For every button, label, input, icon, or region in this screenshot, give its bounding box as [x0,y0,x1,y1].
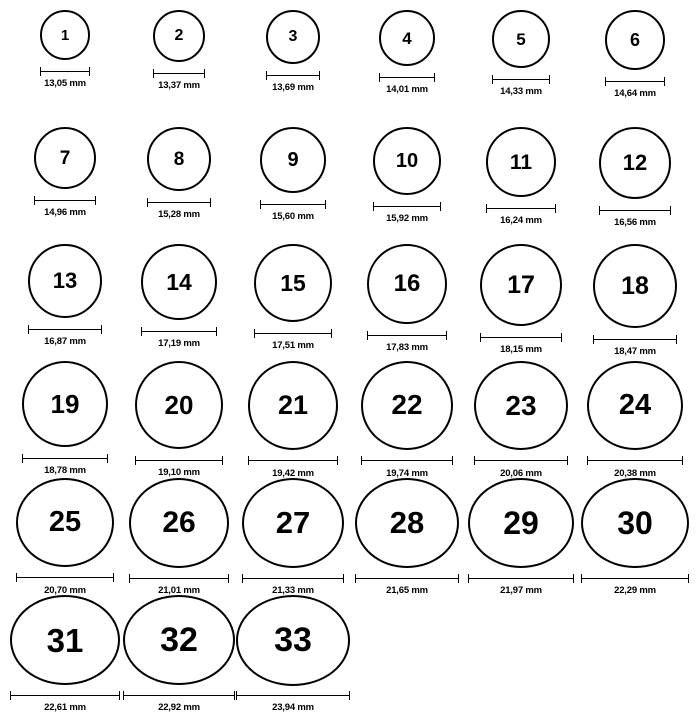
diameter-measure-line [379,72,435,82]
ring-size-cell [464,478,578,595]
measure-bar [581,578,689,579]
ring-size-cell [122,10,236,127]
ring-size-cell [464,244,578,361]
ring-circle [593,244,677,328]
ring-size-cell [236,127,350,244]
ring-circle [379,10,435,66]
ring-circle [22,361,108,447]
ring-circle [587,361,683,450]
measure-bar [141,331,217,332]
diameter-label: 13,05 mm [44,78,86,89]
diameter-measure-line [22,453,108,463]
diameter-measure-line [599,205,671,215]
diameter-measure-line [587,456,683,465]
ring-size-number: 10 [395,150,419,172]
diameter-measure-line [474,456,568,465]
ring-circle [361,361,453,450]
ring-size-cell [236,595,350,712]
ring-size-number: 32 [160,621,198,660]
measure-bar [40,71,90,72]
ring-size-number: 7 [59,147,71,169]
diameter-label: 20,38 mm [614,467,656,479]
diameter-label: 22,92 mm [158,701,200,713]
ring-size-number: 5 [516,29,526,49]
diameter-measure-line [486,203,556,213]
ring-circle [260,127,326,193]
ring-size-cell [122,595,236,712]
diameter-measure-line [242,574,344,583]
measure-bar [129,578,229,579]
measure-bar [361,460,453,461]
measure-bar [153,73,205,74]
ring-size-number: 15 [280,269,306,296]
ring-circle [16,478,114,567]
ring-circle [135,361,223,449]
ring-size-cell [350,127,464,244]
diameter-label: 14,33 mm [500,86,542,97]
ring-circle [10,595,120,685]
diameter-label: 15,92 mm [386,213,428,224]
ring-size-cell [236,478,350,595]
diameter-label: 17,83 mm [386,342,428,353]
diameter-measure-line [593,334,677,344]
measure-bar [254,333,332,334]
ring-circle [605,10,665,70]
diameter-label: 18,78 mm [44,465,86,476]
measure-bar [135,460,223,461]
diameter-label: 20,70 mm [44,584,86,596]
ring-size-grid [8,10,692,712]
ring-size-number: 9 [287,149,299,171]
ring-size-number: 22 [391,389,423,421]
diameter-label: 14,01 mm [386,84,428,95]
measure-bar [260,204,326,205]
ring-size-number: 6 [629,30,640,50]
ring-size-cell [578,244,692,361]
diameter-label: 16,56 mm [614,217,656,228]
ring-circle [468,478,574,568]
ring-size-number: 14 [166,268,192,295]
ring-size-number: 11 [509,150,533,174]
ring-size-number: 20 [164,390,194,420]
diameter-label: 22,61 mm [44,701,86,713]
diameter-label: 14,64 mm [614,88,656,99]
ring-circle [129,478,229,568]
diameter-label: 23,94 mm [272,701,314,713]
measure-bar [10,695,120,696]
ring-size-cell [464,127,578,244]
diameter-label: 14,96 mm [44,207,86,218]
ring-size-cell [8,478,122,595]
ring-circle [355,478,459,568]
ring-size-cell [122,478,236,595]
ring-size-cell [236,10,350,127]
ring-size-cell [8,127,122,244]
diameter-label: 16,24 mm [500,215,542,226]
diameter-measure-line [254,328,332,338]
diameter-measure-line [123,691,235,699]
diameter-label: 21,01 mm [158,584,200,596]
diameter-measure-line [147,197,211,207]
diameter-measure-line [236,692,350,700]
ring-size-cell [350,361,464,478]
ring-size-cell [350,10,464,127]
ring-size-number: 25 [48,506,82,539]
ring-circle [480,244,562,326]
ring-size-cell [578,127,692,244]
diameter-label: 19,74 mm [386,467,428,479]
measure-bar [236,695,350,696]
diameter-measure-line [34,195,96,205]
diameter-measure-line [480,332,562,342]
ring-circle [123,595,235,685]
ring-size-cell [236,361,350,478]
ring-circle [486,127,556,197]
diameter-measure-line [605,76,665,86]
measure-bar [379,77,435,78]
diameter-label: 16,87 mm [44,336,86,347]
ring-size-number: 2 [174,27,184,44]
ring-size-number: 13 [52,268,78,293]
diameter-measure-line [141,326,217,336]
ring-circle [242,478,344,568]
ring-circle [34,127,96,189]
ring-circle [248,361,338,450]
ring-size-cell [578,10,692,127]
ring-size-number: 19 [50,389,80,419]
ring-size-cell [8,595,122,712]
ring-size-number: 3 [288,28,298,45]
measure-bar [123,695,235,696]
measure-bar [16,577,114,578]
ring-circle [474,361,568,450]
ring-size-number: 12 [622,150,648,175]
diameter-measure-line [361,456,453,466]
diameter-measure-line [248,456,338,466]
diameter-label: 13,69 mm [272,82,314,93]
diameter-label: 15,28 mm [158,209,200,220]
ring-circle [367,244,447,324]
diameter-measure-line [355,574,459,583]
ring-circle [141,244,217,320]
ring-size-number: 23 [505,389,537,421]
measure-bar [28,329,102,330]
measure-bar [373,206,441,207]
diameter-label: 13,37 mm [158,80,200,91]
diameter-measure-line [16,573,114,582]
measure-bar [147,202,211,203]
ring-size-number: 26 [162,505,196,539]
diameter-measure-line [581,574,689,582]
diameter-measure-line [129,574,229,583]
ring-size-number: 21 [277,389,309,420]
diameter-measure-line [153,68,205,78]
diameter-label: 18,47 mm [614,346,656,357]
ring-size-number: 30 [617,505,653,542]
ring-size-number: 31 [46,621,84,659]
ring-size-cell [464,10,578,127]
ring-size-number: 17 [507,270,535,299]
diameter-measure-line [468,574,574,582]
ring-size-number: 8 [173,148,185,170]
ring-size-number: 33 [274,621,312,660]
diameter-label: 19,10 mm [158,467,200,478]
ring-circle [40,10,90,60]
diameter-label: 19,42 mm [272,467,314,479]
measure-bar [367,335,447,336]
diameter-label: 20,06 mm [500,467,542,479]
diameter-measure-line [367,330,447,340]
measure-bar [492,79,550,80]
ring-circle [236,595,350,686]
ring-size-cell [350,478,464,595]
ring-circle [28,244,102,318]
ring-circle [492,10,550,68]
measure-bar [355,578,459,579]
diameter-label: 18,15 mm [500,344,542,355]
ring-circle [153,10,205,62]
ring-size-cell [350,244,464,361]
ring-size-cell [578,361,692,478]
ring-size-cell [8,361,122,478]
ring-size-number: 4 [402,28,412,48]
diameter-label: 21,33 mm [272,584,314,596]
measure-bar [486,208,556,209]
diameter-measure-line [373,201,441,211]
measure-bar [242,578,344,579]
diameter-label: 21,65 mm [386,584,428,596]
ring-size-number: 18 [621,271,649,300]
measure-bar [587,460,683,461]
ring-size-cell [122,127,236,244]
measure-bar [599,210,671,211]
ring-size-cell [578,478,692,595]
ring-circle [147,127,211,191]
measure-bar [605,81,665,82]
measure-bar [474,460,568,461]
ring-size-cell [236,244,350,361]
diameter-label: 17,19 mm [158,338,200,349]
ring-circle [581,478,689,568]
ring-size-number: 24 [618,389,652,422]
ring-size-cell [122,244,236,361]
ring-circle [599,127,671,199]
diameter-label: 21,97 mm [500,584,542,596]
diameter-measure-line [135,455,223,465]
diameter-measure-line [40,66,90,76]
ring-circle [266,10,320,64]
ring-size-cell [8,244,122,361]
measure-bar [468,578,574,579]
diameter-measure-line [260,199,326,209]
ring-size-number: 1 [60,26,70,44]
ring-size-number: 16 [393,270,421,297]
ring-circle [373,127,441,195]
ring-size-number: 27 [275,505,311,541]
ring-size-cell [122,361,236,478]
diameter-label: 17,51 mm [272,340,314,351]
diameter-measure-line [266,70,320,80]
ring-size-cell [8,10,122,127]
measure-bar [248,460,338,461]
diameter-label: 15,60 mm [272,211,314,222]
ring-circle [254,244,332,322]
diameter-label: 22,29 mm [614,584,656,596]
diameter-measure-line [492,74,550,84]
measure-bar [34,200,96,201]
measure-bar [480,337,562,338]
diameter-measure-line [10,691,120,699]
measure-bar [22,458,108,459]
diameter-measure-line [28,324,102,334]
ring-size-number: 28 [389,505,425,541]
ring-size-cell [464,361,578,478]
ring-size-number: 29 [503,505,539,542]
measure-bar [266,75,320,76]
measure-bar [593,339,677,340]
